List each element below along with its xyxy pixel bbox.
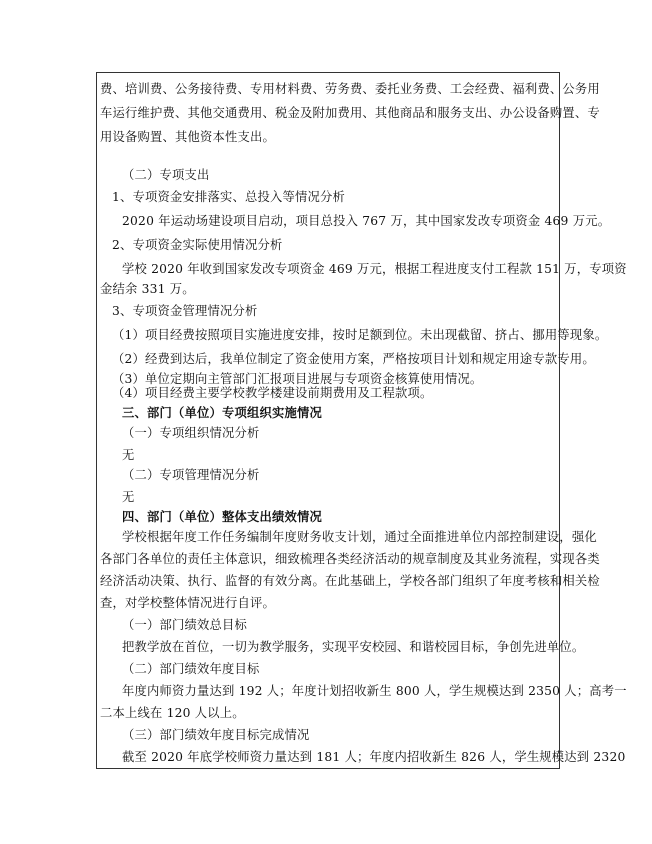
section-title: 三、部门（单位）专项组织实施情况 [122,405,322,420]
subsection-heading: 1、专项资金安排落实、总投入等情况分析 [112,190,345,204]
text-line: 二本上线在 120 人以上。 [100,706,245,720]
text-line: 无 [122,448,135,462]
text-line: 各部门各单位的责任主体意识，细致梳理各类经济活动的规章制度及其业务流程，实现各类 [100,552,600,566]
list-item: （1）项目经费按照项目实施进度安排，按时足额到位。未出现截留、挤占、挪用等现象。 [112,328,608,342]
list-item: （4）项目经费主要学校教学楼建设前期费用及工程款项。 [112,386,433,400]
text-line: 无 [122,490,135,504]
text-line: 经济活动决策、执行、监督的有效分离。在此基础上，学校各部门组织了年度考核和相关检 [100,574,600,588]
text-line: 金结余 331 万。 [100,282,195,296]
list-item: （3）单位定期向主管部门汇报项目进展与专项资金核算使用情况。 [112,372,483,386]
section-heading: （一）部门绩效总目标 [122,618,247,632]
text-line: 学校 2020 年收到国家发改专项资金 469 万元，根据工程进度支付工程款 151 万，专项资 [122,262,627,276]
text-line: 把教学放在首位，一切为教学服务，实现平安校园、和谐校园目标，争创先进单位。 [122,640,585,654]
text-line: 查，对学校整体情况进行自评。 [100,596,275,610]
section-heading: （二）专项管理情况分析 [122,468,260,482]
section-heading: （一）专项组织情况分析 [122,426,260,440]
subsection-heading: 3、专项资金管理情况分析 [112,304,258,318]
list-item: （2）经费到达后，我单位制定了资金使用方案，严格按项目计划和规定用途专款专用。 [112,352,595,366]
section-title: 四、部门（单位）整体支出绩效情况 [122,509,322,524]
section-heading: （二）部门绩效年度目标 [122,662,260,676]
section-heading: （二）专项支出 [122,168,210,182]
text-line: 截至 2020 年底学校师资力量达到 181 人；年度内招收新生 826 人，学生规模达到 2320 [122,750,626,764]
section-heading: （三）部门绩效年度目标完成情况 [122,728,310,742]
subsection-heading: 2、专项资金实际使用情况分析 [112,238,283,252]
text-line: 年度内师资力量达到 192 人；年度计划招收新生 800 人，学生规模达到 2350 人；高考一 [122,684,627,698]
text-line: 费、培训费、公务接待费、专用材料费、劳务费、委托业务费、工会经费、福利费、公务用 [100,82,600,96]
text-line: 学校根据年度工作任务编制年度财务收支计划，通过全面推进单位内部控制建设，强化 [122,530,597,544]
text-line: 2020 年运动场建设项目启动，项目总投入 767 万，其中国家发改专项资金 469 万元。 [122,214,611,228]
text-line: 车运行维护费、其他交通费用、税金及附加费用、其他商品和服务支出、办公设备购置、专 [100,106,600,120]
text-line: 用设备购置、其他资本性支出。 [100,130,275,144]
